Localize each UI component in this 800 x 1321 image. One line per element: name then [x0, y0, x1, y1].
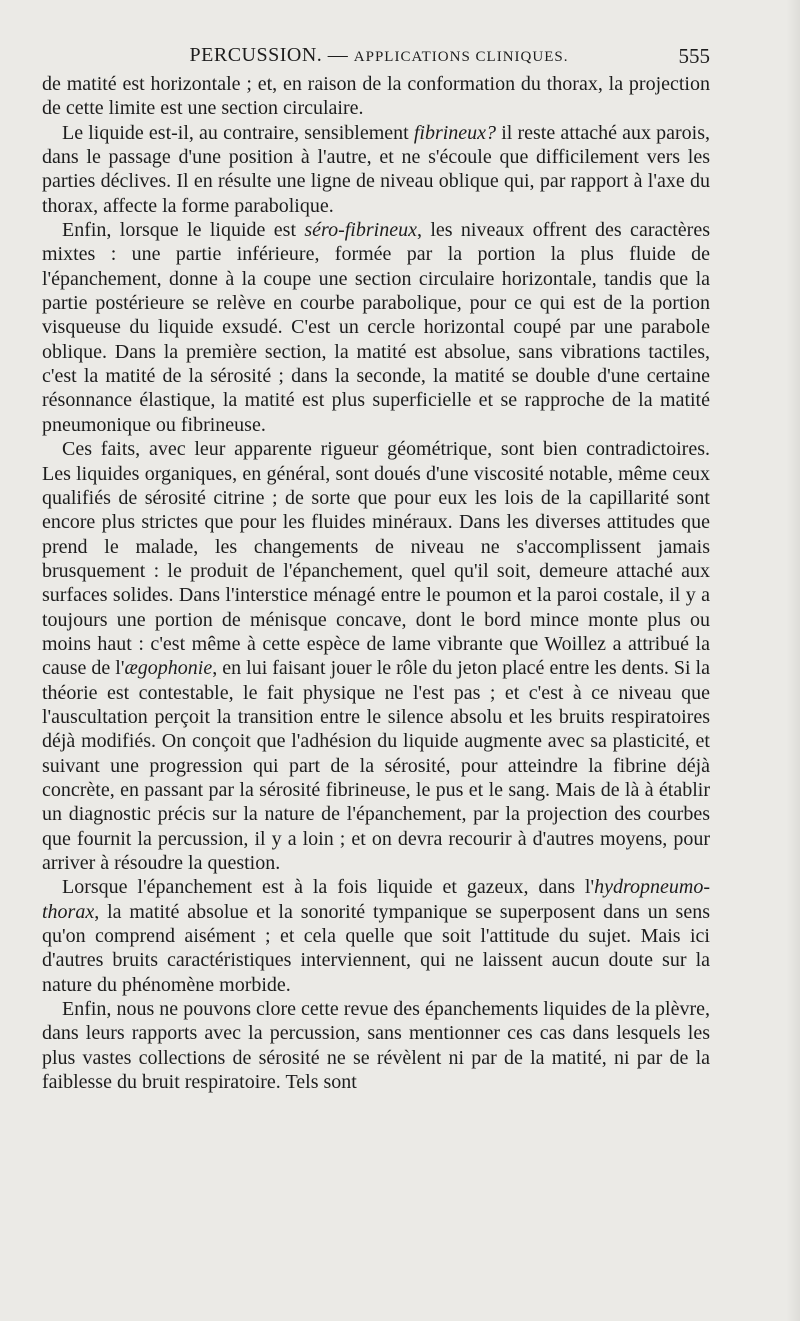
paragraph-5-before: Lorsque l'épanchement est à la fois liquide et gazeux, dans l' — [62, 876, 595, 899]
page-edge-shadow — [786, 0, 800, 1321]
paragraph-5-emphasis: hydropneumo-thorax — [42, 876, 710, 923]
paragraph-4 — [42, 437, 710, 875]
running-title-subtitle: APPLICATIONS CLINIQUES. — [353, 49, 569, 65]
paragraph-5 — [42, 875, 710, 997]
paragraph-6 — [42, 997, 710, 1094]
paragraph-4-after: , en lui faisant jouer le rôle du jeton placé entre les dents. Si la théorie est contestable, le fait physique ne l'est pas ; et c'est à ce niveau que l'auscultation perçoit la transition entre le silence absolu et les bruits respiratoires déjà modifiés. On conçoit que l'adhésion du liquide augmente avec sa plasticité, et suivant une progression qui part de la sérosité, pour atteindre la fibrine déjà concrète, en passant par la sérosité fibrineuse, le pus et le sang. Mais de là à établir un diagnostic précis sur la nature de l'épanchement, par la projection des courbes que fournit la percussion, il y a loin ; et on devra recourir à d'autres moyens, pour arriver à résoudre la question. — [42, 657, 710, 874]
running-title-main: PERCUSSION. — [189, 44, 323, 66]
running-header — [48, 44, 710, 72]
paragraph-3-before: Enfin, lorsque le liquide est — [62, 219, 305, 242]
paragraph-2-before: Le liquide est-il, au contraire, sensiblement — [62, 121, 414, 144]
paragraph-4-before: Ces faits, avec leur apparente rigueur géométrique, sont bien contradictoires. Les liquides organiques, en général, sont doués d'une viscosité notable, même ceux qualifiés de sérosité citrine ; de sorte que pour eux les lois de la capillarité sont encore plus strictes que pour les fluides minéraux. Dans les diverses attitudes que prend le malade, les changements de niveau ne s'accomplissent jamais brusquement : le produit de l'épanchement, quel qu'il soit, demeure attaché aux surfaces solides. Dans l'interstice ménagé entre le poumon et la paroi costale, il y a toujours une portion de ménisque concave, dont le bord mince monte plus ou moins haut : c'est même à cette espèce de lame vibrante que Woillez a attribué la cause de l' — [42, 438, 710, 680]
paragraph-6-text: Enfin, nous ne pouvons clore cette revue des épanchements liquides de la plèvre, dans leurs rapports avec la percussion, sans mentionner ces cas dans lesquels les plus vastes collections de sérosité ne se révèlent ni par de la matité, ni par de la faiblesse du bruit respiratoire. Tels sont — [42, 998, 710, 1094]
paragraph-2-after: il reste attaché aux parois, dans le passage d'une position à l'autre, et ne s'écoule que difficilement vers les parties déclives. Il en résulte une ligne de niveau oblique qui, par rapport à l'axe du thorax, affecte la forme parabolique. — [42, 121, 711, 217]
paragraph-2-emphasis: fibrineux? — [413, 121, 497, 144]
paragraph-4-emphasis: ægophonie — [124, 657, 213, 680]
paragraph-3 — [42, 218, 710, 437]
page-number: 555 — [678, 44, 710, 68]
paragraph-1-text: de matité est horizontale ; et, en raison de la conformation du thorax, la projection de cette limite est une section circulaire. — [42, 73, 710, 120]
running-title — [48, 44, 710, 67]
paragraph-3-emphasis: séro-fibrineux — [304, 219, 417, 242]
paragraph-1 — [42, 72, 710, 121]
paragraph-3-after: , les niveaux offrent des caractères mixtes : une partie inférieure, formée par la portion la plus fluide de l'épanchement, donne à la coupe une section circulaire horizontale, tandis que la partie postérieure se relève en courbe parabolique, pour ce qui est de la portion visqueuse du liquide exsudé. C'est un cercle horizontal coupé par une parabole oblique. Dans la première section, la matité est absolue, sans vibrations tactiles, c'est la matité de la sérosité ; dans la seconde, la matité se double d'une certaine résonnance élastique, la matité est plus superficielle et se rapproche de la matité pneumonique ou fibrineuse. — [42, 219, 710, 436]
paragraph-5-after: , la matité absolue et la sonorité tympanique se superposent dans un sens qu'on comprend aisément ; et cela quelle que soit l'attitude du sujet. Mais ici d'autres bruits caractéristiques interviennent, qui ne laissent aucun doute sur la nature du phénomène morbide. — [42, 900, 710, 996]
paragraph-2 — [42, 121, 710, 218]
running-title-dash: — — [327, 44, 349, 66]
body-text — [42, 72, 710, 1094]
